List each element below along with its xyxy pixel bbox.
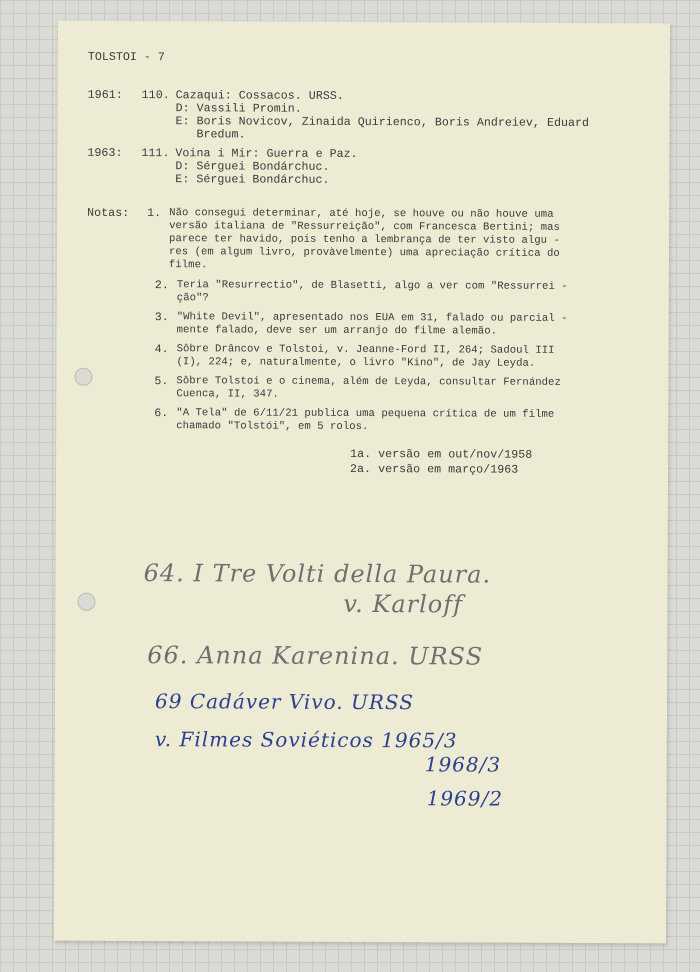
document-page bbox=[54, 21, 670, 944]
film-credit: D: Vassili Promin. bbox=[175, 102, 302, 116]
note-number: 6. bbox=[154, 407, 169, 421]
handwritten-note: v. Filmes Soviéticos 1965/3 bbox=[154, 727, 458, 753]
note-line: Cuenca, II, 347. bbox=[176, 388, 279, 401]
handwritten-note: v. Karloff bbox=[343, 589, 464, 619]
note-line: (I), 224; e, naturalmente, o livro "Kino", de Jay Leyda. bbox=[176, 356, 536, 370]
film-number: 111. bbox=[141, 147, 170, 161]
handwritten-note: 1969/2 bbox=[426, 786, 504, 811]
note-line: res (em algum livro, provàvelmente) uma apreciação crítica do bbox=[168, 246, 560, 260]
handwritten-note: 64. I Tre Volti della Paura. bbox=[143, 559, 492, 589]
note-line: mente falado, deve ser um arranjo do filme alemão. bbox=[176, 324, 498, 338]
film-credit: E: Boris Novicov, Zinaida Quirienco, Boris Andreiev, Eduard bbox=[175, 115, 590, 130]
note-line: Sôbre Drâncov e Tolstoi, v. Jeanne-Ford II, 264; Sadoul III bbox=[176, 343, 555, 357]
film-credit: D: Sérguei Bondárchuc. bbox=[175, 160, 330, 174]
film-credit: Bredum. bbox=[175, 128, 246, 142]
handwritten-note: 1968/3 bbox=[424, 752, 502, 777]
film-year: 1961: bbox=[87, 88, 123, 102]
note-line: "A Tela" de 6/11/21 publica uma pequena crítica de um filme bbox=[176, 407, 555, 421]
punch-hole-bottom bbox=[77, 593, 95, 611]
notes-label: Notas: bbox=[87, 206, 130, 220]
note-number: 5. bbox=[154, 375, 169, 389]
note-line: filme. bbox=[168, 259, 208, 272]
note-line: versão italiana de "Ressurreição", com Francesca Bertini; mas bbox=[169, 220, 560, 234]
note-line: parece ter havido, pois tenho a lembrança de ter visto algu - bbox=[169, 233, 560, 247]
version-line: 2a. versão em março/1963 bbox=[350, 462, 519, 477]
note-number: 2. bbox=[154, 279, 169, 293]
note-line: Teria "Resurrectio", de Blasetti, algo a ver com "Ressurrei - bbox=[176, 279, 568, 293]
note-line: Sôbre Tolstoi e o cinema, além de Leyda, consultar Fernández bbox=[176, 375, 561, 389]
film-year: 1963: bbox=[87, 146, 123, 160]
film-title: Cazaqui: Cossacos. URSS. bbox=[175, 89, 344, 103]
note-line: "White Devil", apresentado nos EUA em 31, falado ou parcial - bbox=[176, 311, 568, 325]
film-title: Voina i Mir: Guerra e Paz. bbox=[175, 147, 358, 161]
note-line: chamado "Tolstói", em 5 rolos. bbox=[176, 420, 369, 434]
note-number: 1. bbox=[147, 207, 162, 221]
film-number: 110. bbox=[141, 89, 170, 103]
handwritten-note: 66. Anna Karenina. URSS bbox=[147, 641, 484, 671]
film-credit: E: Sérguei Bondárchuc. bbox=[175, 173, 330, 187]
note-number: 3. bbox=[154, 311, 169, 325]
page-header: TOLSTOI - 7 bbox=[87, 50, 165, 65]
version-line: 1a. versão em out/nov/1958 bbox=[350, 447, 533, 462]
punch-hole-top bbox=[74, 368, 92, 386]
note-number: 4. bbox=[154, 343, 169, 357]
handwritten-note: 69 Cadáver Vivo. URSS bbox=[154, 689, 415, 715]
note-line: ção"? bbox=[176, 292, 209, 305]
note-line: Não consegui determinar, até hoje, se houve ou não houve uma bbox=[169, 207, 554, 221]
